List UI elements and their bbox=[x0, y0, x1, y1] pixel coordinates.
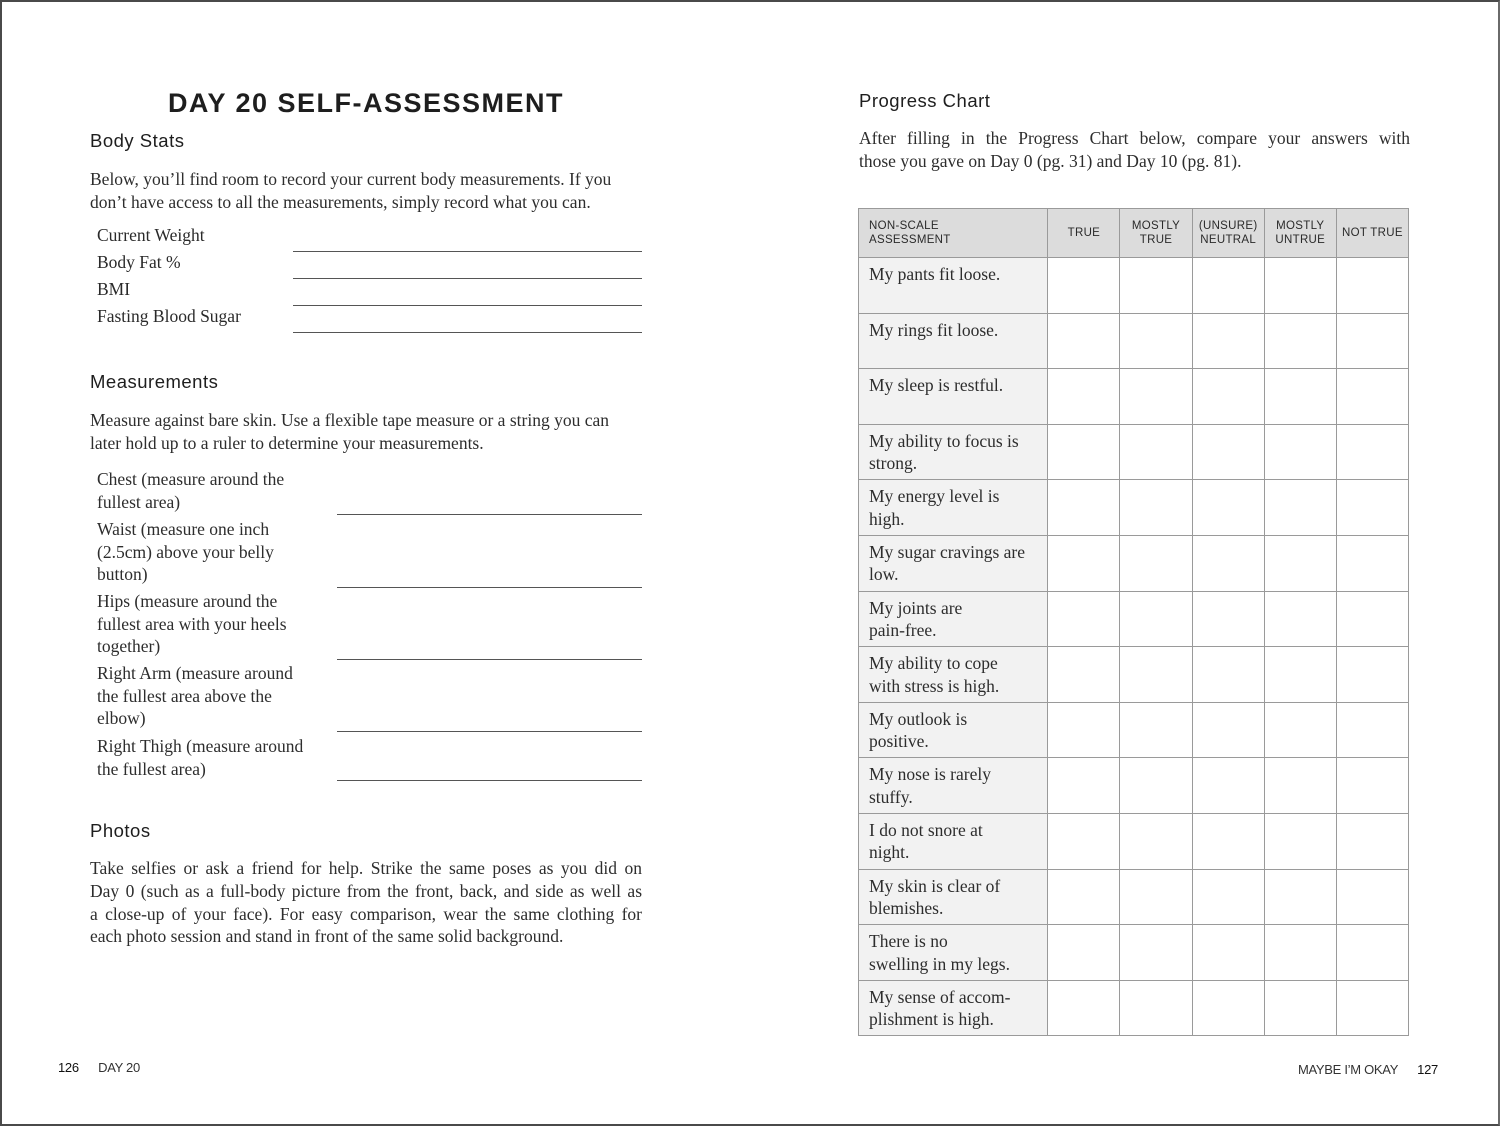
response-cell-mostly-untrue[interactable] bbox=[1264, 424, 1336, 480]
response-cell-not-true[interactable] bbox=[1336, 647, 1408, 703]
right-arm-label bbox=[97, 662, 332, 730]
assessment-statement bbox=[859, 647, 1048, 703]
hips-label bbox=[97, 590, 332, 658]
response-cell-neutral[interactable] bbox=[1192, 313, 1264, 369]
right-thigh-label-line-1: Right Thigh (measure around bbox=[97, 736, 304, 756]
photos-line-4: each photo session and stand in front of the same solid background. bbox=[90, 926, 564, 947]
statement-line: strong. bbox=[869, 453, 918, 474]
column-header-line-2: UNTRUE bbox=[1275, 234, 1326, 246]
right-arm-label-line-3: elbow) bbox=[97, 708, 146, 728]
hips-input-line[interactable] bbox=[337, 659, 642, 660]
statement-line: My skin is clear of bbox=[869, 875, 1001, 896]
photos-line-1: Take selfies or ask a friend for help. Strike the same poses as you did on bbox=[90, 858, 642, 878]
response-cell-not-true[interactable] bbox=[1336, 369, 1408, 425]
left-page-number: 126 bbox=[58, 1060, 79, 1075]
column-header-assessment bbox=[859, 209, 1048, 258]
photos-line-2: Day 0 (such as a full-body picture from the front, back, and side as well as bbox=[90, 880, 642, 901]
statement-line: My energy level is bbox=[869, 486, 1000, 507]
response-cell-true[interactable] bbox=[1048, 647, 1120, 703]
response-cell-mostly-untrue[interactable] bbox=[1264, 647, 1336, 703]
chest-label-line-2: fullest area) bbox=[97, 491, 181, 512]
assessment-statement bbox=[859, 424, 1048, 480]
response-cell-neutral[interactable] bbox=[1192, 480, 1264, 536]
statement-line: My ability to focus is bbox=[869, 430, 1019, 451]
hips-field[interactable] bbox=[97, 590, 642, 660]
right-arm-label-line-2: the fullest area above the bbox=[97, 685, 272, 706]
progress-chart-intro bbox=[859, 127, 1410, 173]
statement-line: There is no bbox=[869, 931, 948, 952]
body-stats-intro-line-1: Below, you’ll find room to record your current body measurements. If you bbox=[90, 169, 612, 189]
response-cell-true[interactable] bbox=[1048, 424, 1120, 480]
photos-heading: Photos bbox=[90, 820, 151, 841]
table-row bbox=[859, 758, 1409, 814]
fasting-blood-sugar-label: Fasting Blood Sugar bbox=[97, 306, 241, 326]
column-header-not-true bbox=[1336, 209, 1408, 258]
measurements-intro bbox=[90, 409, 642, 455]
column-header-line-1: NON-SCALE bbox=[869, 220, 939, 232]
chest-field[interactable] bbox=[97, 468, 642, 515]
measurements-heading: Measurements bbox=[90, 371, 219, 392]
left-running-head: DAY 20 bbox=[98, 1060, 140, 1075]
left-footer bbox=[58, 1060, 140, 1075]
fasting-blood-sugar-field[interactable] bbox=[97, 306, 642, 333]
column-header-line-1: NOT TRUE bbox=[1342, 227, 1403, 239]
right-thigh-label-line-2: the fullest area) bbox=[97, 758, 206, 779]
statement-line: My sense of accom- bbox=[869, 986, 1011, 1007]
statement-line: blemishes. bbox=[869, 898, 944, 919]
table-row bbox=[859, 258, 1409, 314]
column-header-line-1: TRUE bbox=[1067, 227, 1101, 239]
waist-label bbox=[97, 518, 332, 586]
table-row bbox=[859, 313, 1409, 369]
response-cell-mostly-true[interactable] bbox=[1120, 647, 1192, 703]
current-weight-label: Current Weight bbox=[97, 225, 205, 245]
statement-line: I do not snore at bbox=[869, 819, 983, 840]
statement-line: stuffy. bbox=[869, 786, 913, 807]
waist-label-line-1: Waist (measure one inch bbox=[97, 519, 270, 539]
bmi-label: BMI bbox=[97, 279, 131, 299]
response-cell-mostly-true[interactable] bbox=[1120, 813, 1192, 869]
statement-line: My nose is rarely bbox=[869, 764, 991, 785]
table-row bbox=[859, 369, 1409, 425]
photos-line-3: a close-up of your face). For easy comparison, wear the same clothing for bbox=[90, 903, 642, 924]
response-cell-neutral[interactable] bbox=[1192, 980, 1264, 1036]
measurements-intro-line-1: Measure against bare skin. Use a flexible tape measure or a string you can bbox=[90, 410, 609, 430]
response-cell-mostly-untrue[interactable] bbox=[1264, 535, 1336, 591]
table-row bbox=[859, 535, 1409, 591]
column-header-line-2: ASSESSMENT bbox=[869, 234, 951, 246]
measurements-intro-line-2: later hold up to a ruler to determine your measurements. bbox=[90, 432, 484, 453]
response-cell-true[interactable] bbox=[1048, 480, 1120, 536]
progress-chart-intro-line-2: those you gave on Day 0 (pg. 31) and Day 10 (pg. 81). bbox=[859, 150, 1242, 171]
response-cell-neutral[interactable] bbox=[1192, 258, 1264, 314]
table-row bbox=[859, 925, 1409, 981]
body-stats-intro bbox=[90, 168, 642, 214]
response-cell-mostly-untrue[interactable] bbox=[1264, 758, 1336, 814]
response-cell-mostly-true[interactable] bbox=[1120, 313, 1192, 369]
chest-label-line-1: Chest (measure around the bbox=[97, 469, 285, 489]
column-header-mostly-true bbox=[1120, 209, 1192, 258]
response-cell-mostly-true[interactable] bbox=[1120, 702, 1192, 758]
assessment-statement bbox=[859, 702, 1048, 758]
response-cell-neutral[interactable] bbox=[1192, 424, 1264, 480]
response-cell-neutral[interactable] bbox=[1192, 535, 1264, 591]
hips-label-line-3: together) bbox=[97, 636, 161, 656]
fasting-blood-sugar-input-line[interactable] bbox=[293, 332, 642, 333]
response-cell-mostly-true[interactable] bbox=[1120, 869, 1192, 925]
response-cell-true[interactable] bbox=[1048, 258, 1120, 314]
assessment-statement bbox=[859, 869, 1048, 925]
hips-label-line-2: fullest area with your heels bbox=[97, 613, 287, 634]
body-fat-field[interactable] bbox=[97, 252, 642, 279]
assessment-statement bbox=[859, 758, 1048, 814]
response-cell-neutral[interactable] bbox=[1192, 813, 1264, 869]
response-cell-true[interactable] bbox=[1048, 869, 1120, 925]
waist-input-line[interactable] bbox=[337, 587, 642, 588]
response-cell-mostly-true[interactable] bbox=[1120, 758, 1192, 814]
statement-line: low. bbox=[869, 564, 899, 585]
response-cell-mostly-true[interactable] bbox=[1120, 591, 1192, 647]
response-cell-not-true[interactable] bbox=[1336, 813, 1408, 869]
assessment-statement bbox=[859, 813, 1048, 869]
statement-line: with stress is high. bbox=[869, 675, 1000, 696]
waist-field[interactable] bbox=[97, 518, 642, 588]
response-cell-neutral[interactable] bbox=[1192, 758, 1264, 814]
hips-label-line-1: Hips (measure around the bbox=[97, 591, 278, 611]
right-arm-field[interactable] bbox=[97, 662, 642, 732]
response-cell-not-true[interactable] bbox=[1336, 313, 1408, 369]
right-arm-input-line[interactable] bbox=[337, 731, 642, 732]
response-cell-true[interactable] bbox=[1048, 313, 1120, 369]
response-cell-mostly-untrue[interactable] bbox=[1264, 925, 1336, 981]
column-header-line-1: MOSTLY bbox=[1276, 220, 1325, 232]
response-cell-mostly-true[interactable] bbox=[1120, 369, 1192, 425]
response-cell-mostly-untrue[interactable] bbox=[1264, 702, 1336, 758]
statement-line: My ability to cope bbox=[869, 653, 998, 674]
statement-line: night. bbox=[869, 842, 910, 863]
response-cell-not-true[interactable] bbox=[1336, 758, 1408, 814]
assessment-statement bbox=[859, 925, 1048, 981]
response-cell-not-true[interactable] bbox=[1336, 480, 1408, 536]
response-cell-mostly-true[interactable] bbox=[1120, 424, 1192, 480]
table-row bbox=[859, 702, 1409, 758]
response-cell-neutral[interactable] bbox=[1192, 647, 1264, 703]
response-cell-mostly-true[interactable] bbox=[1120, 925, 1192, 981]
response-cell-not-true[interactable] bbox=[1336, 424, 1408, 480]
statement-line: high. bbox=[869, 508, 905, 529]
body-stats-heading: Body Stats bbox=[90, 130, 185, 151]
response-cell-neutral[interactable] bbox=[1192, 369, 1264, 425]
waist-label-line-3: button) bbox=[97, 564, 148, 584]
statement-line: My outlook is bbox=[869, 708, 968, 729]
bmi-field[interactable] bbox=[97, 279, 642, 306]
response-cell-true[interactable] bbox=[1048, 369, 1120, 425]
table-header-row bbox=[859, 209, 1409, 258]
response-cell-true[interactable] bbox=[1048, 535, 1120, 591]
response-cell-neutral[interactable] bbox=[1192, 925, 1264, 981]
chest-input-line[interactable] bbox=[337, 514, 642, 515]
table-row bbox=[859, 424, 1409, 480]
photos-paragraph bbox=[90, 857, 642, 948]
right-footer bbox=[1298, 1062, 1438, 1077]
column-header-line-1: (UNSURE) bbox=[1198, 220, 1258, 232]
response-cell-not-true[interactable] bbox=[1336, 980, 1408, 1036]
column-header-line-1: MOSTLY bbox=[1131, 220, 1181, 232]
response-cell-mostly-true[interactable] bbox=[1120, 980, 1192, 1036]
table-row bbox=[859, 869, 1409, 925]
response-cell-mostly-untrue[interactable] bbox=[1264, 313, 1336, 369]
response-cell-mostly-untrue[interactable] bbox=[1264, 869, 1336, 925]
statement-line: My sugar cravings are bbox=[869, 541, 1025, 562]
assessment-statement bbox=[859, 480, 1048, 536]
response-cell-not-true[interactable] bbox=[1336, 702, 1408, 758]
response-cell-true[interactable] bbox=[1048, 702, 1120, 758]
response-cell-true[interactable] bbox=[1048, 758, 1120, 814]
progress-chart-table bbox=[858, 208, 1409, 1036]
response-cell-mostly-untrue[interactable] bbox=[1264, 980, 1336, 1036]
body-stats-intro-line-2: don’t have access to all the measurements, simply record what you can. bbox=[90, 191, 591, 212]
response-cell-mostly-untrue[interactable] bbox=[1264, 591, 1336, 647]
response-cell-mostly-true[interactable] bbox=[1120, 535, 1192, 591]
response-cell-true[interactable] bbox=[1048, 591, 1120, 647]
statement-line: My joints are bbox=[869, 597, 963, 618]
column-header-mostly-untrue bbox=[1264, 209, 1336, 258]
response-cell-mostly-untrue[interactable] bbox=[1264, 813, 1336, 869]
response-cell-not-true[interactable] bbox=[1336, 591, 1408, 647]
assessment-statement bbox=[859, 369, 1048, 425]
column-header-line-2: NEUTRAL bbox=[1200, 234, 1257, 246]
response-cell-mostly-untrue[interactable] bbox=[1264, 369, 1336, 425]
table-row bbox=[859, 813, 1409, 869]
chest-label bbox=[97, 468, 332, 513]
statement-line: pain-free. bbox=[869, 620, 937, 641]
response-cell-neutral[interactable] bbox=[1192, 702, 1264, 758]
column-header-true bbox=[1048, 209, 1120, 258]
response-cell-not-true[interactable] bbox=[1336, 869, 1408, 925]
right-thigh-field[interactable] bbox=[97, 735, 642, 781]
assessment-statement bbox=[859, 313, 1048, 369]
progress-chart-heading: Progress Chart bbox=[859, 90, 991, 111]
response-cell-mostly-untrue[interactable] bbox=[1264, 258, 1336, 314]
response-cell-true[interactable] bbox=[1048, 813, 1120, 869]
column-header-neutral bbox=[1192, 209, 1264, 258]
response-cell-neutral[interactable] bbox=[1192, 869, 1264, 925]
statement-line: My rings fit loose. bbox=[869, 319, 999, 340]
table-body bbox=[859, 258, 1409, 1036]
statement-line: My pants fit loose. bbox=[869, 264, 1001, 284]
response-cell-neutral[interactable] bbox=[1192, 591, 1264, 647]
assessment-statement bbox=[859, 591, 1048, 647]
assessment-statement bbox=[859, 535, 1048, 591]
table-row bbox=[859, 647, 1409, 703]
table-row bbox=[859, 480, 1409, 536]
statement-line: My sleep is restful. bbox=[869, 375, 1004, 396]
waist-label-line-2: (2.5cm) above your belly bbox=[97, 541, 274, 562]
response-cell-not-true[interactable] bbox=[1336, 258, 1408, 314]
column-header-line-2: TRUE bbox=[1139, 234, 1173, 246]
response-cell-not-true[interactable] bbox=[1336, 925, 1408, 981]
response-cell-mostly-true[interactable] bbox=[1120, 258, 1192, 314]
statement-line: swelling in my legs. bbox=[869, 953, 1010, 974]
right-thigh-label bbox=[97, 735, 332, 780]
right-page-number: 127 bbox=[1417, 1062, 1438, 1077]
right-running-head: MAYBE I’M OKAY bbox=[1298, 1062, 1398, 1077]
response-cell-mostly-untrue[interactable] bbox=[1264, 480, 1336, 536]
statement-line: positive. bbox=[869, 731, 929, 752]
response-cell-mostly-true[interactable] bbox=[1120, 480, 1192, 536]
table-row bbox=[859, 591, 1409, 647]
assessment-statement bbox=[859, 258, 1048, 314]
assessment-statement bbox=[859, 980, 1048, 1036]
body-fat-label: Body Fat % bbox=[97, 252, 181, 272]
right-arm-label-line-1: Right Arm (measure around bbox=[97, 663, 293, 683]
response-cell-not-true[interactable] bbox=[1336, 535, 1408, 591]
statement-line: plishment is high. bbox=[869, 1009, 994, 1030]
right-thigh-input-line[interactable] bbox=[337, 780, 642, 781]
current-weight-field[interactable] bbox=[97, 225, 642, 252]
response-cell-true[interactable] bbox=[1048, 925, 1120, 981]
table-row bbox=[859, 980, 1409, 1036]
response-cell-true[interactable] bbox=[1048, 980, 1120, 1036]
page-title: DAY 20 SELF-ASSESSMENT bbox=[167, 88, 565, 118]
progress-chart-intro-line-1: After filling in the Progress Chart below, compare your answers with bbox=[859, 128, 1410, 148]
